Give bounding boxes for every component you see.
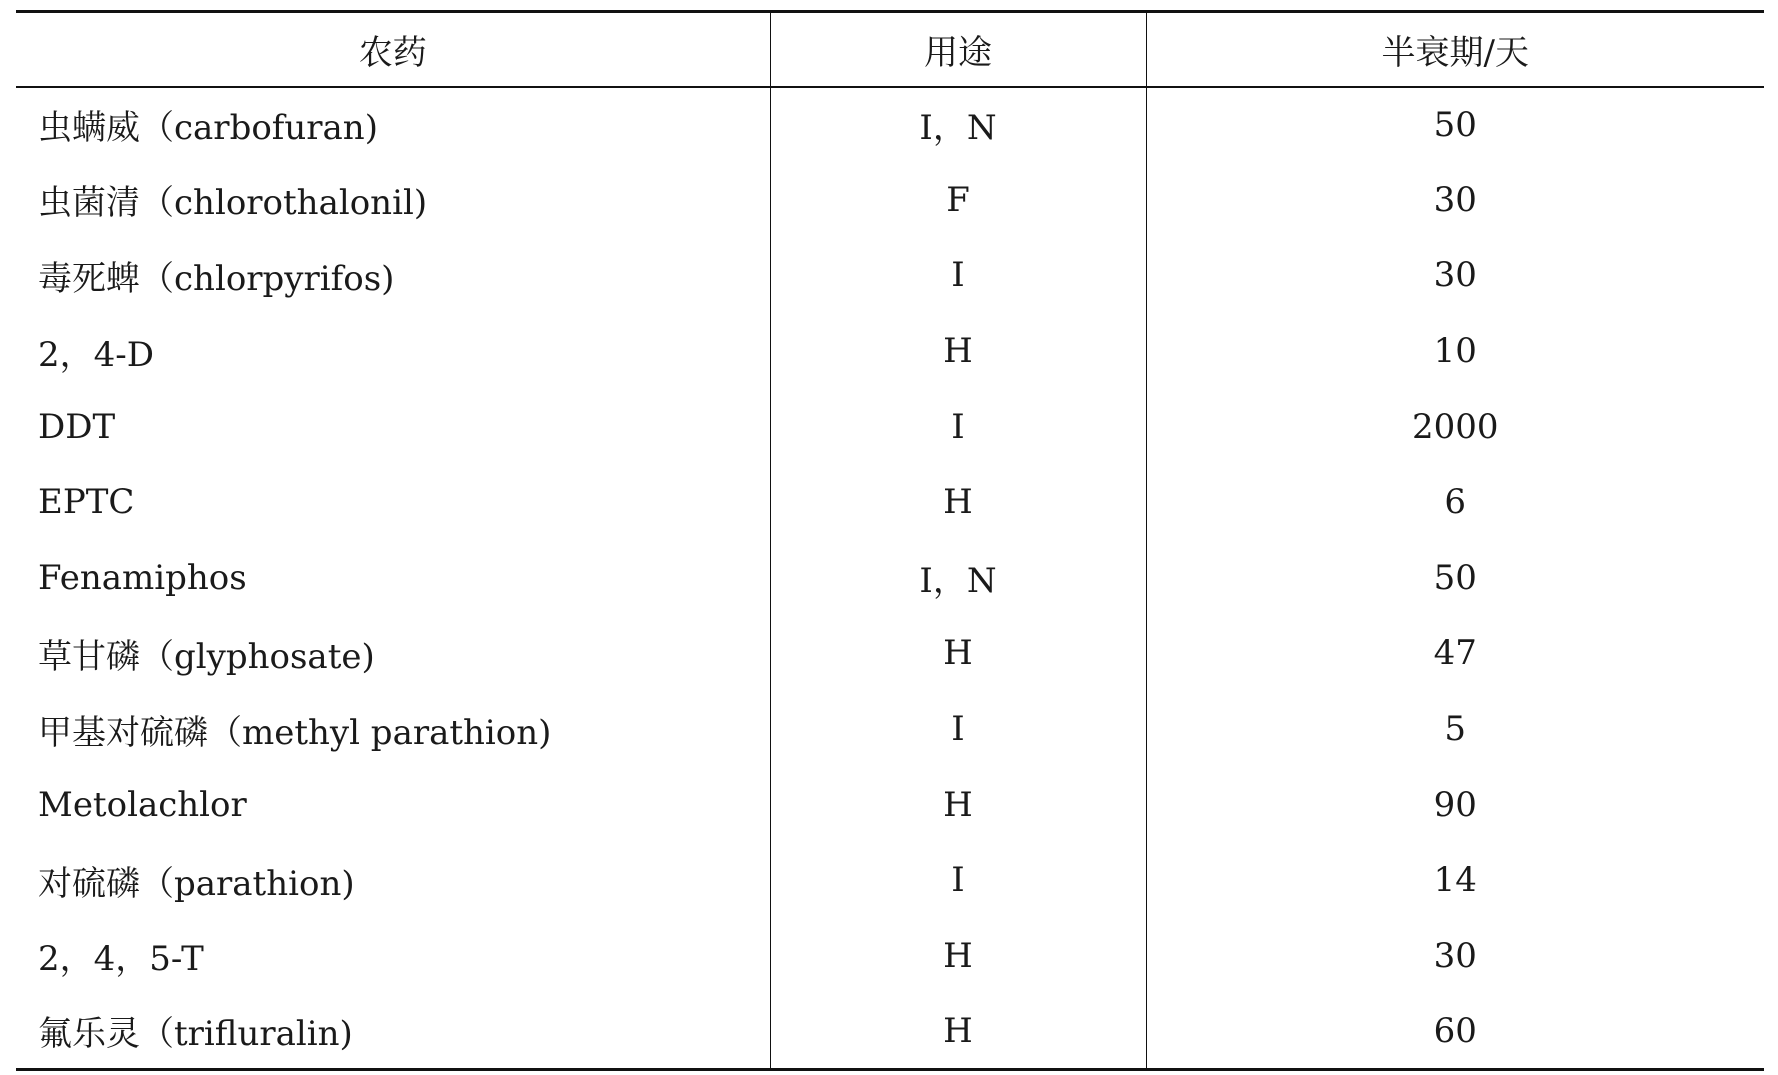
cell-half-life: 50: [1146, 87, 1764, 163]
cell-use: I，N: [770, 540, 1146, 616]
cell-pesticide-name: 氟乐灵（trifluralin): [16, 994, 770, 1070]
cell-use: F: [770, 162, 1146, 238]
cell-half-life: 90: [1146, 767, 1764, 843]
header-use: 用途: [770, 12, 1146, 87]
cell-use: H: [770, 767, 1146, 843]
table-row: [16, 313, 1764, 389]
cell-use: I，N: [770, 87, 1146, 163]
pesticide-table-container: [16, 10, 1764, 1071]
table-row: [16, 540, 1764, 616]
header-pesticide: 农药: [16, 12, 770, 87]
cell-pesticide-name: 毒死蜱（chlorpyrifos): [38, 258, 395, 299]
table-row: [16, 616, 1764, 692]
cell-pesticide-name: EPTC: [38, 482, 135, 523]
cell-pesticide-name: 2，4，5-T: [38, 939, 204, 980]
cell-use: H: [770, 994, 1146, 1070]
cell-half-life: 50: [1146, 540, 1764, 616]
cell-half-life: 6: [1146, 464, 1764, 540]
cell-pesticide-name: DDT: [38, 406, 116, 447]
table-header: [16, 12, 1764, 87]
cell-half-life: 30: [1146, 238, 1764, 314]
cell-use: H: [770, 464, 1146, 540]
cell-half-life: 47: [1146, 616, 1764, 692]
cell-use: I: [770, 238, 1146, 314]
header-half-life: 半衰期/天: [1146, 12, 1764, 87]
cell-half-life: 14: [1146, 842, 1764, 918]
cell-half-life: 5: [1146, 691, 1764, 767]
table-row: [16, 767, 1764, 843]
cell-pesticide-name: Fenamiphos: [38, 557, 247, 598]
cell-use: H: [770, 313, 1146, 389]
header-row: [16, 12, 1764, 87]
pesticide-half-life-table: [16, 10, 1764, 1071]
cell-pesticide-name: 对硫磷（parathion): [38, 863, 355, 904]
cell-half-life: 60: [1146, 994, 1764, 1070]
table-row: [16, 994, 1764, 1070]
cell-pesticide-name: 甲基对硫磷（methyl parathion): [38, 712, 552, 753]
table-row: [16, 691, 1764, 767]
table-row: [16, 162, 1764, 238]
cell-pesticide-name: 草甘磷（glyphosate): [38, 636, 375, 677]
cell-use: H: [770, 616, 1146, 692]
table-row: [16, 389, 1764, 465]
cell-use: I: [770, 691, 1146, 767]
cell-half-life: 10: [1146, 313, 1764, 389]
table-row: [16, 238, 1764, 314]
table-row: [16, 918, 1764, 994]
table-row: [16, 464, 1764, 540]
table-row: [16, 842, 1764, 918]
cell-half-life: 30: [1146, 918, 1764, 994]
cell-use: I: [770, 389, 1146, 465]
cell-use: I: [770, 842, 1146, 918]
cell-pesticide-name: 虫螨威（carbofuran): [38, 108, 378, 149]
cell-pesticide-name: Metolachlor: [38, 784, 247, 825]
cell-use: H: [770, 918, 1146, 994]
cell-pesticide-name: 2，4-D: [38, 334, 155, 375]
cell-half-life: 30: [1146, 162, 1764, 238]
cell-pesticide-name: 虫菌清（chlorothalonil): [38, 183, 428, 224]
table-body: [16, 87, 1764, 1070]
cell-half-life: 2000: [1146, 389, 1764, 465]
table-row: [16, 87, 1764, 163]
